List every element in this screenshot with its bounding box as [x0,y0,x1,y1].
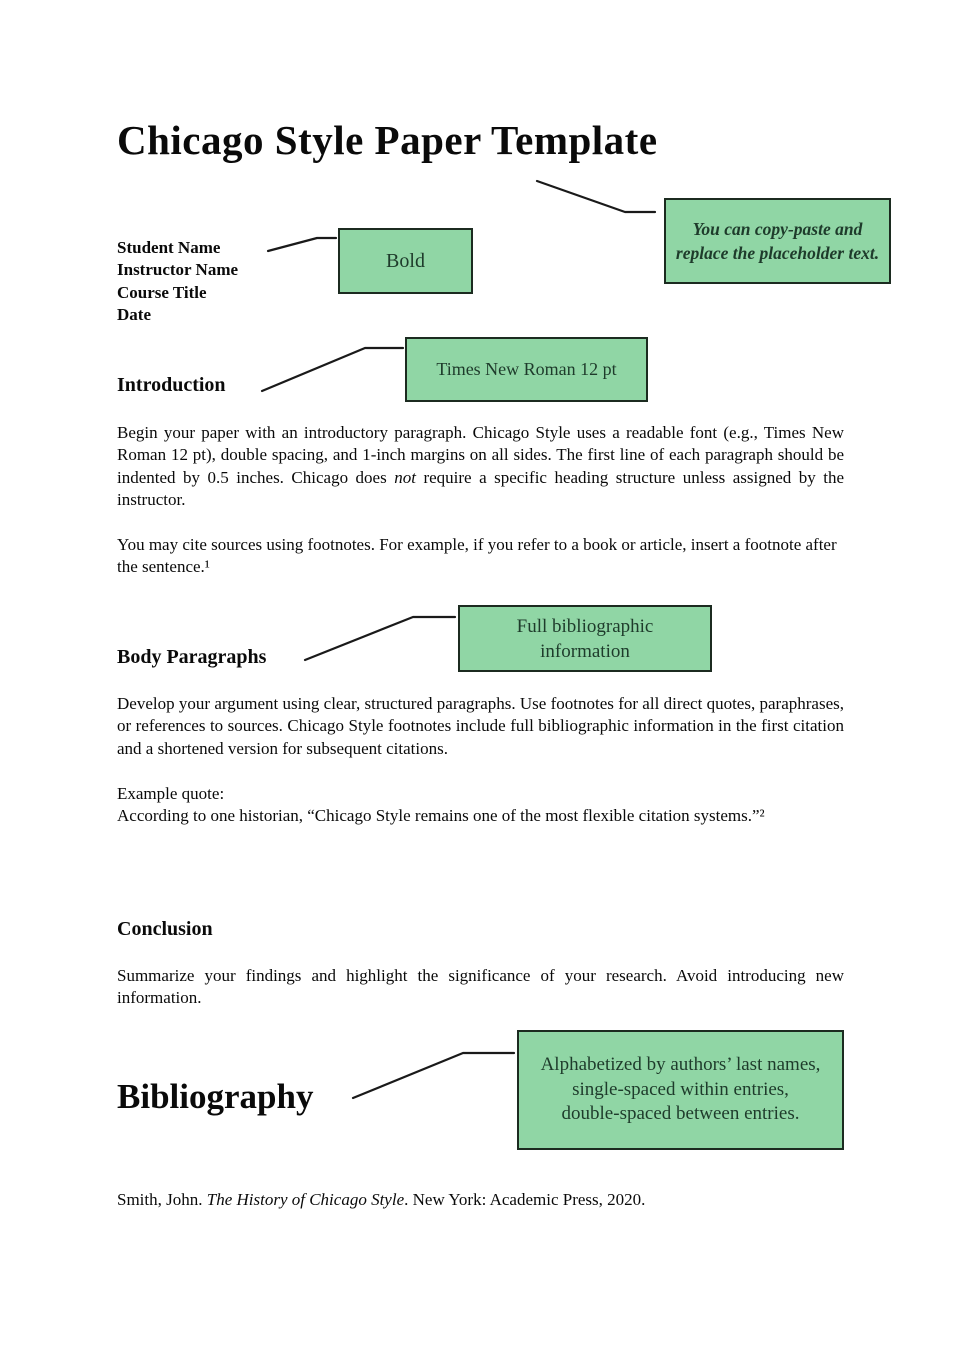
date-line: Date [117,305,151,325]
connector-line-title-to-copy-paste-note [537,181,655,212]
intro-paragraph-1-pre: Begin your paper with an introductory paragraph. Chicago Style uses a readable font (e.g., Times New Roman 12 pt), double spacing, and 1-inch margins on all sides. The first line of each paragraph should be indented by 0.5 inches. Chicago does [117,423,844,487]
example-quote-text: According to one historian, “Chicago Style remains one of the most flexible citation systems.”² [117,806,765,826]
bibliography-entry-post: . New York: Academic Press, 2020. [404,1190,646,1209]
example-quote-label: Example quote: [117,784,225,803]
callout-bibliographic-note-text: Full bibliographic information [516,615,654,662]
page-title: Chicago Style Paper Template [117,117,658,163]
connector-line-bibliography-to-alpha-note [353,1053,514,1098]
section-heading-body-paragraphs: Body Paragraphs [117,646,267,668]
section-heading-conclusion: Conclusion [117,918,213,940]
student-name-line: Student Name [117,238,221,257]
callout-alphabetized-note [517,1030,844,1150]
callout-font-note-text: Times New Roman 12 pt [436,359,617,379]
bibliography-entry-title-italic: The History of Chicago Style [206,1190,405,1209]
callout-copy-paste-note [664,198,891,284]
conclusion-paragraph: Summarize your findings and highlight the significance of your research. Avoid introducing new information. [117,966,844,1008]
connector-line-introduction-to-font-note [262,348,403,391]
example-quote-block [117,783,844,828]
callout-copy-paste-note-text: You can copy-paste and replace the placeholder text. [675,219,880,263]
intro-paragraph-1-italic: not [394,467,416,487]
intro-paragraph-1 [117,422,844,512]
callout-bibliographic-note [458,605,712,672]
bibliography-entry-pre: Smith, John. [117,1190,207,1209]
section-heading-introduction: Introduction [117,374,226,396]
bibliography-entry [117,1189,844,1211]
instructor-name-line: Instructor Name [117,260,239,280]
callout-font-note [405,337,648,402]
intro-paragraph-2: You may cite sources using footnotes. For example, if you refer to a book or article, insert a footnote after the sentence.¹ [117,535,837,577]
connector-line-body-to-biblio-note [305,617,455,660]
course-title-line: Course Title [117,282,207,302]
body-paragraph-1: Develop your argument using clear, structured paragraphs. Use footnotes for all direct quotes, paraphrases, or references to sources. Chicago Style footnotes include full bibliographic information in the first citation and a shortened version for subsequent citations. [117,694,844,758]
callout-alphabetized-note-line: single-spaced within entries, [572,1078,789,1100]
callout-alphabetized-note-line: double-spaced between entries. [561,1103,800,1125]
callout-alphabetized-note-line: Alphabetized by authors’ last names, [540,1054,821,1076]
callout-bold-note-text: Bold [386,249,425,272]
callout-bold-note [338,228,473,294]
section-heading-bibliography: Bibliography [117,1077,314,1116]
intro-paragraph-1-post: require a specific heading structure unless assigned by the instructor. [117,467,844,510]
